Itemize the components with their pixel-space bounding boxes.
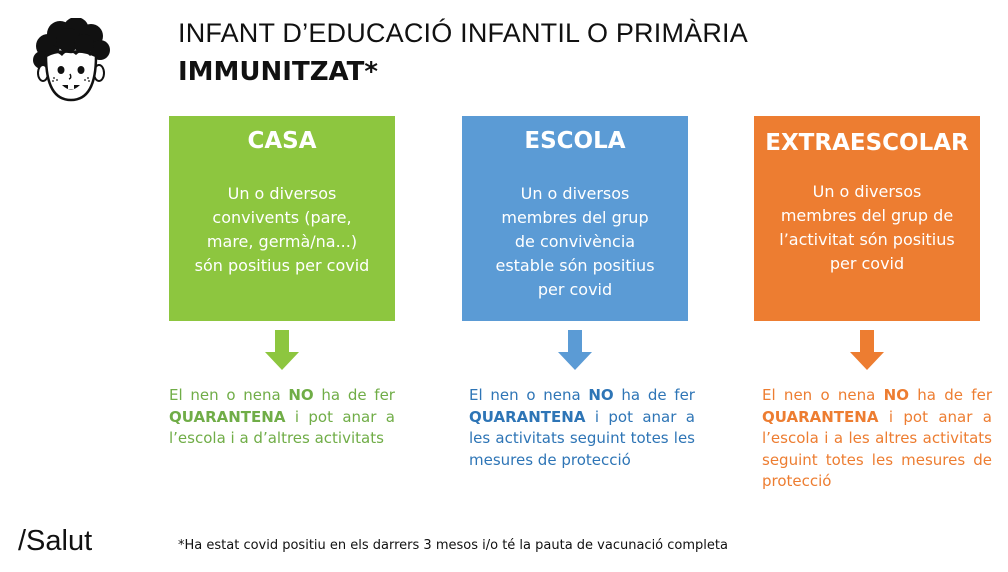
escola-result-quarantine: QUARANTENA <box>469 407 586 426</box>
extraescolar-result-quarantine: QUARANTENA <box>762 407 879 426</box>
casa-line-2: convivents (pare, <box>212 208 352 227</box>
casa-line-1: Un o diversos <box>227 184 337 203</box>
casa-result-rest: i pot anar a l’escola i a d’altres activitats <box>169 407 395 447</box>
escola-line-3: de convivència <box>514 232 636 251</box>
extraescolar-result-no: NO <box>883 386 909 404</box>
casa-line-3: mare, germà/na...) <box>206 232 358 251</box>
casa-result-quarantine: QUARANTENA <box>169 407 286 426</box>
escola-heading: ESCOLA <box>524 128 626 154</box>
extraescolar-box <box>754 116 980 321</box>
salut-logo: /Salut <box>18 525 93 557</box>
escola-result <box>469 385 695 471</box>
page-subtitle: IMMUNITZAT* <box>178 57 378 87</box>
extraescolar-heading: EXTRAESCOLAR <box>765 130 969 156</box>
escola-line-5: per covid <box>537 280 613 299</box>
extraescolar-line-1: Un o diversos <box>812 182 922 201</box>
footnote: *Ha estat covid positiu en els darrers 3 mesos i/o té la pauta de vacunació completa <box>178 538 728 553</box>
escola-box <box>462 116 688 321</box>
arrow-down-icon <box>265 330 299 370</box>
child-face-icon <box>28 18 114 104</box>
extraescolar-description <box>754 180 980 276</box>
escola-result-rest: i pot anar a les activitats seguint totes les mesures de protecció <box>469 407 695 469</box>
casa-result-prefix: El nen o nena <box>169 386 281 404</box>
escola-description <box>462 182 688 302</box>
extraescolar-result-mid: ha de fer <box>917 386 992 404</box>
casa-heading: CASA <box>247 128 317 154</box>
escola-result-prefix: El nen o nena <box>469 386 581 404</box>
extraescolar-line-4: per covid <box>829 254 905 273</box>
escola-line-4: estable són positius <box>495 256 655 275</box>
casa-description <box>169 182 395 278</box>
escola-line-1: Un o diversos <box>520 184 630 203</box>
escola-result-mid: ha de fer <box>621 386 695 404</box>
casa-line-4: són positius per covid <box>194 256 370 275</box>
casa-box <box>169 116 395 321</box>
arrow-down-icon <box>850 330 884 370</box>
casa-result <box>169 385 395 450</box>
extraescolar-result <box>762 385 992 493</box>
casa-result-mid: ha de fer <box>321 386 395 404</box>
extraescolar-line-2: membres del grup de <box>780 206 954 225</box>
page-title: INFANT D’EDUCACIÓ INFANTIL O PRIMÀRIA <box>178 18 748 48</box>
arrow-down-icon <box>558 330 592 370</box>
extraescolar-line-3: l’activitat són positius <box>779 230 955 249</box>
escola-line-2: membres del grup <box>501 208 649 227</box>
escola-result-no: NO <box>588 386 614 404</box>
extraescolar-result-rest: i pot anar a l’escola i a les altres activitats seguint totes les mesures de protecció <box>762 407 992 490</box>
casa-result-no: NO <box>288 386 314 404</box>
extraescolar-result-prefix: El nen o nena <box>762 386 876 404</box>
